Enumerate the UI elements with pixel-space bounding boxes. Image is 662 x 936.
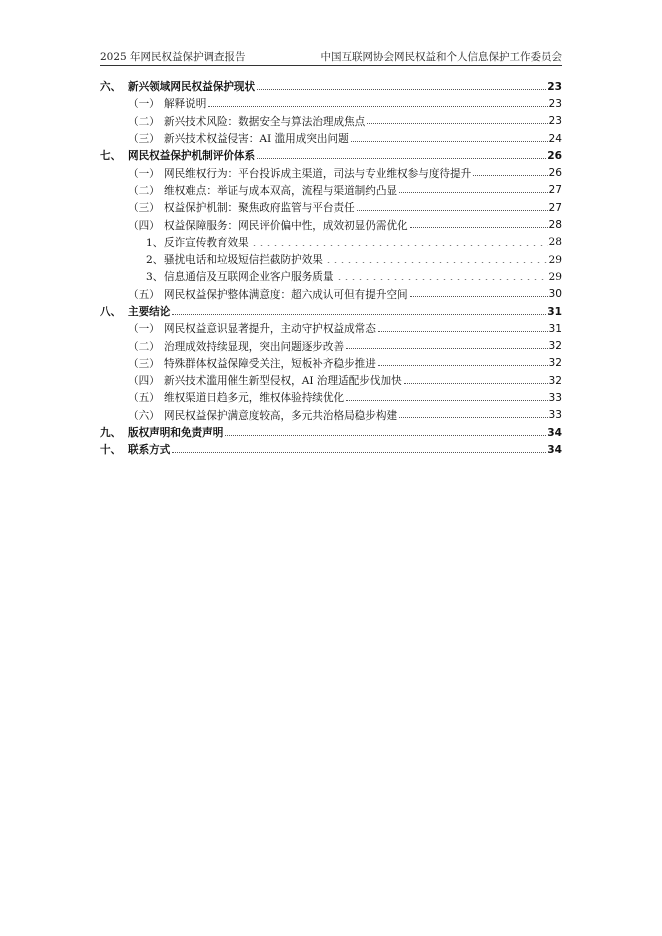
toc-entry-page-number: 32 bbox=[548, 357, 562, 370]
toc-dot-leader bbox=[336, 279, 548, 280]
toc-dot-leader bbox=[404, 383, 548, 385]
toc-entry-title: 维权渠道日趋多元，维权体验持续优化 bbox=[164, 392, 345, 405]
toc-entry[interactable] bbox=[100, 251, 562, 268]
toc-dot-leader bbox=[172, 314, 546, 316]
toc-entry[interactable] bbox=[100, 286, 562, 303]
toc-entry-title: 信息通信及互联网企业客户服务质量 bbox=[164, 271, 334, 284]
toc-dot-leader bbox=[325, 262, 548, 263]
toc-entry[interactable] bbox=[100, 355, 562, 372]
toc-entry-number: （四） bbox=[128, 375, 160, 388]
toc-dot-leader bbox=[351, 141, 548, 143]
toc-entry-number: 七、 bbox=[100, 150, 122, 163]
header-organization: 中国互联网协会网民权益和个人信息保护工作委员会 bbox=[320, 50, 562, 63]
toc-entry-page-number: 29 bbox=[548, 253, 562, 266]
toc-entry-page-number: 33 bbox=[548, 409, 562, 422]
toc-entry-title: 权益保护机制：聚焦政府监管与平台责任 bbox=[164, 202, 355, 215]
toc-entry[interactable] bbox=[100, 407, 562, 424]
toc-entry-number: （六） bbox=[128, 409, 160, 422]
toc-entry-page-number: 32 bbox=[548, 340, 562, 353]
header-report-title: 2025 年网民权益保护调查报告 bbox=[100, 50, 246, 63]
toc-entry-title: 维权难点：举证与成本双高，流程与渠道制约凸显 bbox=[164, 184, 398, 197]
toc-dot-leader bbox=[346, 400, 547, 402]
toc-entry-page-number: 27 bbox=[548, 184, 562, 197]
toc-entry-number: 3、 bbox=[146, 271, 164, 284]
toc-dot-leader bbox=[172, 452, 546, 454]
toc-entry-page-number: 31 bbox=[547, 305, 562, 318]
toc-entry-number: （五） bbox=[128, 288, 160, 301]
toc-entry-number: 八、 bbox=[100, 306, 122, 318]
toc-entry-title: 网民权益保护满意度较高，多元共治格局稳步构建 bbox=[164, 409, 398, 422]
toc-entry[interactable] bbox=[100, 130, 562, 147]
toc-entry-number: 2、 bbox=[146, 254, 164, 267]
toc-entry-page-number: 23 bbox=[548, 115, 562, 128]
toc-entry-page-number: 28 bbox=[548, 219, 562, 232]
toc-entry-page-number: 24 bbox=[548, 132, 562, 145]
page-header bbox=[100, 48, 562, 64]
header-divider bbox=[100, 65, 562, 66]
toc-dot-leader bbox=[251, 245, 548, 246]
toc-entry-page-number: 28 bbox=[548, 236, 562, 249]
toc-entry[interactable] bbox=[100, 216, 562, 233]
toc-entry-page-number: 30 bbox=[548, 288, 562, 301]
toc-entry-number: （五） bbox=[128, 392, 160, 405]
toc-entry-title: 网民权益保护机制评价体系 bbox=[128, 150, 256, 163]
toc-entry[interactable] bbox=[100, 424, 562, 441]
toc-entry-title: 新兴领域网民权益保护现状 bbox=[128, 81, 256, 94]
toc-entry-title: 联系方式 bbox=[128, 444, 171, 457]
toc-entry-title: 新兴技术权益侵害：AI 滥用成突出问题 bbox=[164, 133, 349, 146]
toc-dot-leader bbox=[378, 331, 548, 333]
toc-entry[interactable] bbox=[100, 78, 562, 95]
toc-entry-title: 新兴技术滥用催生新型侵权，AI 治理适配步伐加快 bbox=[164, 375, 402, 388]
toc-entry-title: 特殊群体权益保障受关注，短板补齐稳步推进 bbox=[164, 357, 376, 370]
toc-entry[interactable] bbox=[100, 182, 562, 199]
toc-dot-leader bbox=[410, 296, 548, 298]
toc-entry[interactable] bbox=[100, 164, 562, 181]
toc-dot-leader bbox=[257, 89, 546, 91]
toc-entry-number: 十、 bbox=[100, 444, 122, 457]
toc-entry-title: 版权声明和免责声明 bbox=[128, 427, 224, 440]
toc-entry-title: 权益保障服务：网民评价偏中性，成效初显仍需优化 bbox=[164, 219, 408, 232]
toc-entry[interactable] bbox=[100, 199, 562, 216]
toc-entry[interactable] bbox=[100, 95, 562, 112]
toc-entry-number: （一） bbox=[128, 323, 160, 336]
toc-entry-page-number: 23 bbox=[548, 97, 562, 110]
toc-entry-page-number: 26 bbox=[547, 149, 562, 162]
toc-entry[interactable] bbox=[100, 268, 562, 285]
toc-entry-title: 网民维权行为：平台投诉成主渠道，司法与专业维权参与度待提升 bbox=[164, 167, 472, 180]
toc-entry-number: （三） bbox=[128, 357, 160, 370]
toc-entry-page-number: 31 bbox=[548, 322, 562, 335]
toc-entry-number: （二） bbox=[128, 340, 160, 353]
toc-entry-page-number: 34 bbox=[547, 426, 562, 439]
toc-entry[interactable] bbox=[100, 113, 562, 130]
toc-entry-page-number: 34 bbox=[547, 443, 562, 456]
toc-entry-number: （三） bbox=[128, 133, 160, 146]
toc-entry-title: 骚扰电话和垃圾短信拦截防护效果 bbox=[164, 254, 323, 267]
toc-entry-title: 网民权益意识显著提升，主动守护权益成常态 bbox=[164, 323, 376, 336]
toc-entry-page-number: 23 bbox=[547, 80, 562, 93]
toc-dot-leader bbox=[399, 192, 547, 194]
toc-entry[interactable] bbox=[100, 441, 562, 458]
toc-dot-leader bbox=[410, 227, 548, 229]
toc-entry-title: 治理成效持续显现，突出问题逐步改善 bbox=[164, 340, 345, 353]
toc-entry-title: 网民权益保护整体满意度：超六成认可但有提升空间 bbox=[164, 288, 408, 301]
toc-entry-title: 反诈宣传教育效果 bbox=[164, 236, 249, 249]
toc-entry-number: 1、 bbox=[146, 236, 164, 249]
toc-entry[interactable] bbox=[100, 389, 562, 406]
toc-entry-title: 解释说明 bbox=[164, 98, 207, 111]
toc-entry-page-number: 32 bbox=[548, 374, 562, 387]
toc-dot-leader bbox=[399, 417, 547, 419]
toc-entry-number: （一） bbox=[128, 98, 160, 111]
toc-dot-leader bbox=[257, 158, 546, 160]
toc-entry-number: 九、 bbox=[100, 427, 122, 440]
toc-entry[interactable] bbox=[100, 234, 562, 251]
toc-entry-page-number: 27 bbox=[548, 201, 562, 214]
toc-entry[interactable] bbox=[100, 320, 562, 337]
toc-entry-number: （二） bbox=[128, 115, 160, 128]
toc-dot-leader bbox=[367, 123, 547, 125]
toc-entry-number: （三） bbox=[128, 202, 160, 215]
toc-entry-number: （四） bbox=[128, 219, 160, 232]
toc-dot-leader bbox=[378, 365, 548, 367]
toc-entry[interactable] bbox=[100, 147, 562, 164]
toc-dot-leader bbox=[473, 175, 547, 177]
toc-dot-leader bbox=[346, 348, 547, 350]
table-of-contents bbox=[100, 78, 562, 459]
toc-dot-leader bbox=[357, 210, 548, 212]
toc-entry-page-number: 29 bbox=[548, 270, 562, 283]
toc-entry-title: 新兴技术风险：数据安全与算法治理成焦点 bbox=[164, 115, 366, 128]
toc-entry[interactable] bbox=[100, 372, 562, 389]
toc-dot-leader bbox=[225, 435, 546, 437]
toc-entry-page-number: 33 bbox=[548, 391, 562, 404]
toc-entry[interactable] bbox=[100, 337, 562, 354]
toc-entry-number: 六、 bbox=[100, 81, 122, 94]
toc-entry-number: （一） bbox=[128, 167, 160, 180]
toc-entry-title: 主要结论 bbox=[128, 306, 171, 318]
toc-entry-number: （二） bbox=[128, 184, 160, 197]
toc-dot-leader bbox=[208, 106, 547, 108]
toc-entry-page-number: 26 bbox=[548, 167, 562, 180]
toc-entry[interactable] bbox=[100, 303, 562, 320]
